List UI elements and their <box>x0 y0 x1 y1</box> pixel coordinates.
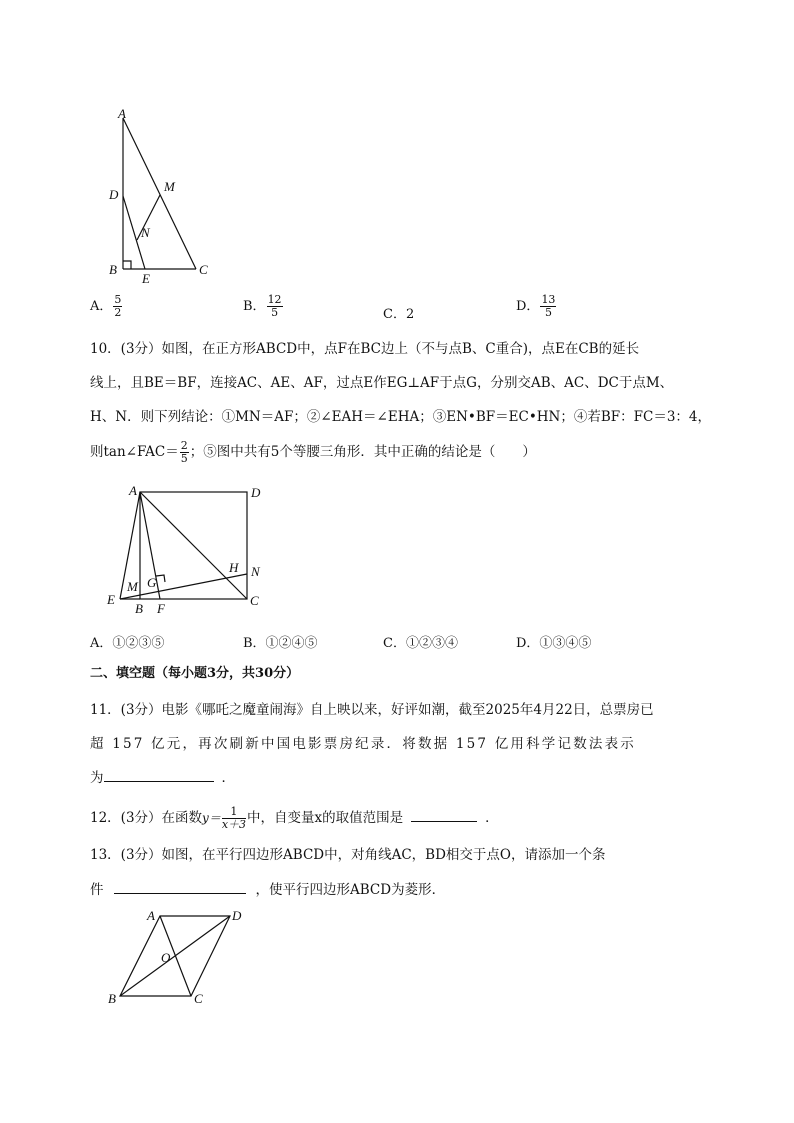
q11-line-1: 11．(3分）电影《哪吒之魔童闹海》自上映以来，好评如潮，截至2025年4月22日，总票房已 <box>90 702 654 718</box>
q10-line-2: 线上，且BE＝BF，连接AC、AE、AF，过点E作EG⊥AF于点G，分别交AB、AC、DC于点M、 <box>90 375 674 391</box>
q11-line-3: 为 ． <box>90 767 235 788</box>
label-c: C <box>194 991 203 1006</box>
fraction: $\frac{12}{5}$ <box>267 293 282 319</box>
label-m: M <box>164 179 175 194</box>
q11-line-2: 超 157 亿元，再次刷新中国电影票房纪录．将数据 157 亿用科学记数法表示 <box>90 736 636 752</box>
label-n: N <box>141 225 150 240</box>
q9-option-d[interactable]: D． $\frac{13}{5}$ <box>516 293 556 319</box>
q10-option-b[interactable]: B．①②④⑤ <box>243 636 318 651</box>
label-n: N <box>251 564 260 579</box>
q9-option-b[interactable]: B． $\frac{12}{5}$ <box>243 293 282 319</box>
answer-blank[interactable] <box>114 879 246 894</box>
q10-line-1: 10．(3分）如图，在正方形ABCD中，点F在BC边上（不与点B、C重合)，点E在CB的延长 <box>90 341 640 357</box>
label-e: E <box>107 592 115 607</box>
label-d: D <box>251 485 261 500</box>
q9-option-a[interactable]: A． $\frac{5}{2}$ <box>90 293 122 319</box>
segment-ac <box>123 118 196 269</box>
q10-option-d[interactable]: D．①③④⑤ <box>516 636 592 651</box>
answer-blank[interactable] <box>104 767 214 782</box>
label-a: A <box>129 483 137 498</box>
label-b: B <box>109 262 117 277</box>
q10-figure <box>100 478 275 618</box>
q13-figure <box>100 900 260 1015</box>
q13-line-1: 13．(3分）如图，在平行四边形ABCD中，对角线AC，BD相交于点O，请添加一个条 <box>90 847 606 863</box>
answer-blank[interactable] <box>411 807 477 822</box>
q13-line-2: 件 ，使平行四边形ABCD为菱形． <box>90 879 445 900</box>
label-e: E <box>142 271 150 286</box>
right-angle-mark <box>156 575 165 582</box>
diagonal-bd <box>120 916 230 996</box>
fraction: $\frac{13}{5}$ <box>541 293 556 319</box>
label-d: D <box>232 908 242 923</box>
segment-en <box>120 574 247 599</box>
label-b: B <box>135 601 143 616</box>
label-o: O <box>161 950 171 965</box>
q10-line-3: H、N．则下列结论：①MN＝AF；②∠EAH＝∠EHA；③EN•BF＝EC•HN；④若BF：FC＝3：4， <box>90 409 712 425</box>
q9-figure <box>100 100 230 290</box>
fraction: $\frac{2}{5}$ <box>180 439 188 465</box>
q10-line-4: 则tan∠FAC＝ $\frac{2}{5}$ ；⑤图中共有5个等腰三角形．其中正确的结论是（ ） <box>90 439 536 465</box>
label-f: F <box>157 601 165 616</box>
label-b: B <box>108 991 116 1006</box>
q10-option-c[interactable]: C．①②③④ <box>383 636 458 651</box>
label-a: A <box>118 106 126 121</box>
q9-option-c[interactable]: C．2 <box>383 307 415 322</box>
label-c: C <box>250 593 259 608</box>
label-g: G <box>147 575 157 590</box>
label-d: D <box>109 187 119 202</box>
label-a: A <box>147 908 155 923</box>
label-m: M <box>127 579 138 594</box>
label-c: C <box>199 262 208 277</box>
label-h: H <box>229 560 239 575</box>
right-angle-mark <box>123 261 131 269</box>
fraction: $\frac{5}{2}$ <box>114 293 122 319</box>
section-heading: 二、填空题（每小题3分，共30分） <box>90 666 300 681</box>
q12-line: 12．(3分）在函数y＝ $\frac{1}{x+3}$ 中，自变量x的取值范围是 ． <box>90 805 499 831</box>
q10-option-a[interactable]: A．①②③⑤ <box>90 636 165 651</box>
fraction: $\frac{1}{x+3}$ <box>221 805 247 831</box>
